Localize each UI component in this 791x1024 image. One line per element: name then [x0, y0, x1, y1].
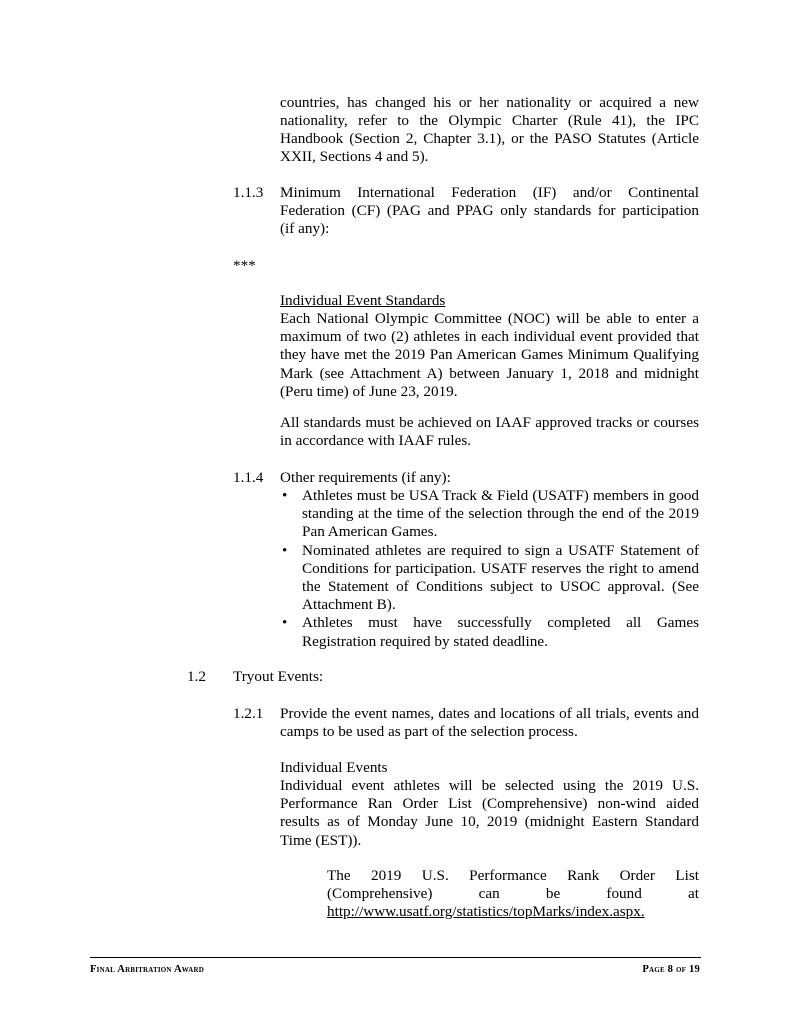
paragraph-line: nationality, refer to the Olympic Charter (Rule 41), the IPC	[280, 112, 699, 129]
paragraph-line: XXII, Sections 4 and 5).	[280, 148, 429, 165]
individual-events-body: Individual event athletes will be selected using the 2019 U.S. Performance Ran Order List (Comprehensive) non-wind aided results as of Monday June 10, 2019 (midnight Eastern Standard Time (EST)).	[280, 777, 699, 849]
list-item: • Athletes must be USA Track & Field (USATF) members in good standing at the time of the selection through the end of the 2019 Pan American Games.	[282, 487, 699, 541]
paragraph-line: Handbook (Section 2, Chapter 3.1), or the PASO Statutes (Article	[280, 130, 699, 147]
section-number-1-2: 1.2	[187, 668, 206, 685]
individual-event-standards-body: Each National Olympic Committee (NOC) will be able to enter a maximum of two (2) athletes in each individual event provided that they have met the 2019 Pan American Games Minimum Qualifying Mark (see Attachment A) between January 1, 2018 and midnight (Peru time) of June 23, 2019.	[280, 310, 699, 400]
omission-marker: ***	[233, 257, 256, 274]
section-1-1-3-line: (if any):	[280, 220, 330, 237]
section-1-1-4-heading: Other requirements (if any):	[280, 469, 451, 486]
footer-divider	[90, 957, 701, 958]
footer-title: Final Arbitration Award	[90, 964, 204, 975]
section-number-1-2-1: 1.2.1	[233, 705, 264, 722]
rank-list-line: The 2019 U.S. Performance Rank Order List	[327, 867, 699, 884]
section-1-2-heading: Tryout Events:	[233, 668, 324, 685]
page-number: Page 8 of 19	[642, 964, 700, 975]
section-1-2-1-body: Provide the event names, dates and locations of all trials, events and camps to be used as part of the selection process.	[280, 705, 699, 741]
bullet-icon: •	[282, 487, 288, 504]
iaaf-note: All standards must be achieved on IAAF approved tracks or courses in accordance with IAAF rules.	[280, 414, 699, 450]
list-item: • Nominated athletes are required to sign a USATF Statement of Conditions for participation. USATF reserves the right to amend the Statement of Conditions subject to USOC approval. (See Attachment B).	[282, 541, 699, 614]
section-1-1-3-line: Federation (CF) (PAG and PPAG only standards for participation	[280, 202, 699, 219]
section-number-1-1-3: 1.1.3	[233, 184, 264, 201]
section-1-1-3-line: Minimum International Federation (IF) and/or Continental	[280, 184, 699, 201]
usatf-rank-list-link[interactable]: http://www.usatf.org/statistics/topMarks/index.aspx.	[327, 903, 645, 920]
section-number-1-1-4: 1.1.4	[233, 469, 264, 486]
requirements-list	[280, 487, 699, 651]
rank-list-line: (Comprehensive) can be found at	[327, 885, 699, 902]
bullet-icon: •	[282, 614, 288, 632]
individual-events-heading: Individual Events	[280, 759, 388, 776]
paragraph-line: countries, has changed his or her nationality or acquired a new	[280, 94, 699, 111]
list-item: • Athletes must have successfully completed all Games Registration required by stated deadline.	[282, 614, 699, 650]
individual-event-standards-heading: Individual Event Standards	[280, 292, 446, 309]
bullet-icon: •	[282, 541, 288, 559]
